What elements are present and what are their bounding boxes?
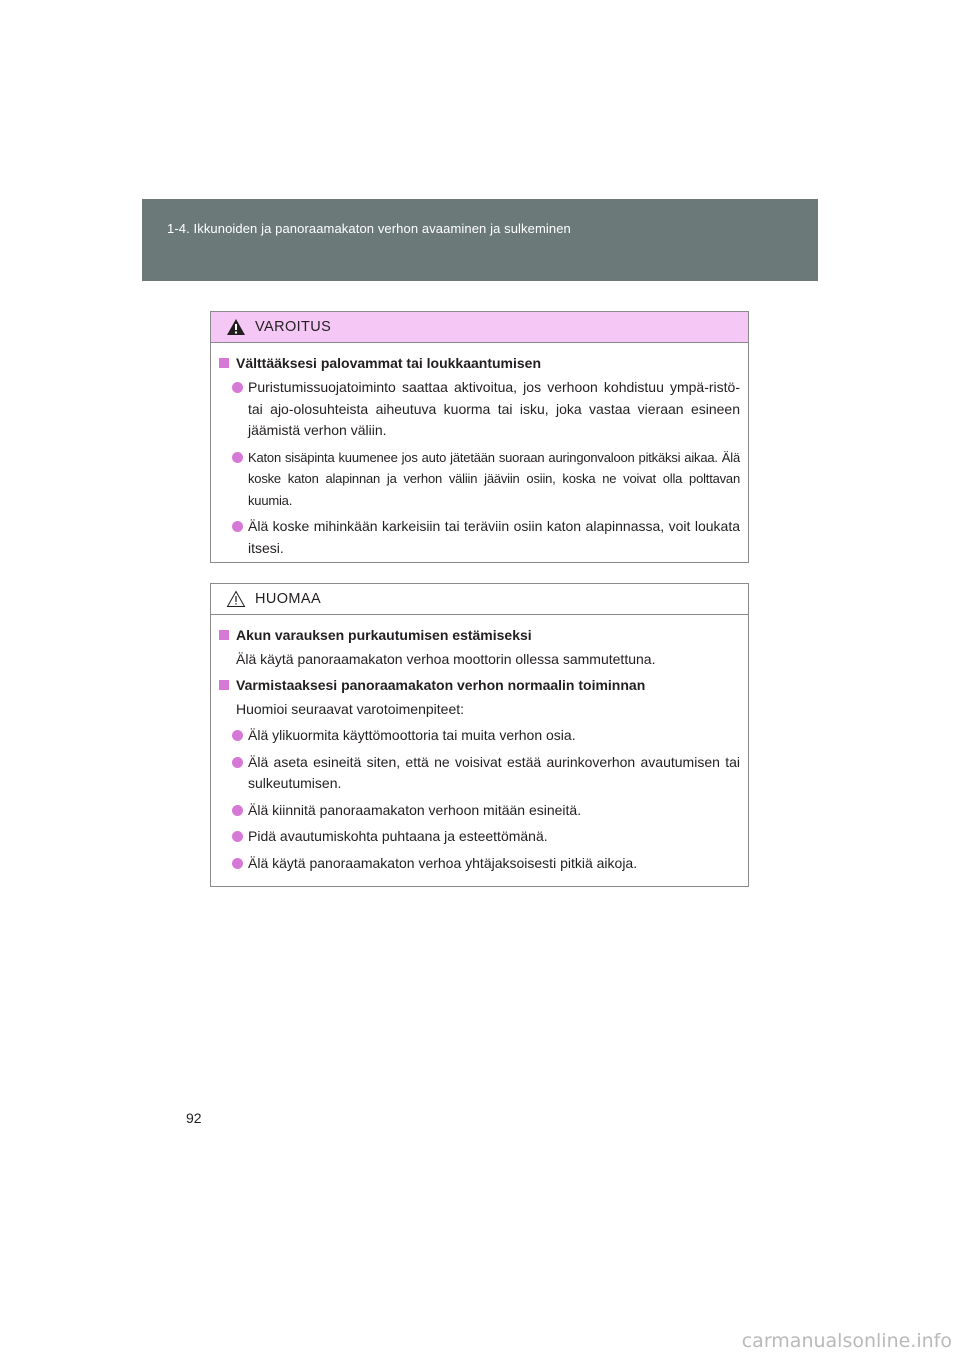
warning-box xyxy=(210,311,749,563)
warning-item-text: Puristumissuojatoiminto saattaa aktivoitua, jos verhoon kohdistuu ympä-ristö- tai ajo-olosuhteista aiheutuva kuorma tai isku, joka vastaa vieraan esineen jäämistä verhon väliin. xyxy=(248,379,740,438)
warning-item xyxy=(218,516,740,559)
notice-item-text: Älä ylikuormita käyttömoottoria tai muita verhon osia. xyxy=(248,727,576,743)
warning-body xyxy=(211,343,748,559)
section-square-icon xyxy=(219,358,229,368)
notice-section-title-text: Varmistaaksesi panoraamakaton verhon normaalin toiminnan xyxy=(236,677,646,693)
warning-section-title xyxy=(218,353,740,373)
warning-triangle-icon xyxy=(226,318,246,336)
bullet-dot-icon xyxy=(232,452,243,463)
warning-item xyxy=(218,447,740,512)
notice-item xyxy=(218,725,740,747)
bullet-dot-icon xyxy=(232,521,243,532)
bullet-dot-icon xyxy=(232,831,243,842)
notice-item-text: Pidä avautumiskohta puhtaana ja esteettömänä. xyxy=(248,828,548,844)
notice-item-text: Älä kiinnitä panoraamakaton verhoon mitään esineitä. xyxy=(248,801,582,818)
bullet-dot-icon xyxy=(232,382,243,393)
notice-item xyxy=(218,800,740,822)
warning-item xyxy=(218,377,740,442)
notice-section-title xyxy=(218,675,740,695)
section-square-icon xyxy=(219,630,229,640)
notice-body xyxy=(211,615,748,874)
notice-section-title-text: Akun varauksen purkautumisen estämiseksi xyxy=(236,627,532,643)
notice-box xyxy=(210,583,749,887)
page-number: 92 xyxy=(186,1110,202,1126)
bullet-dot-icon xyxy=(232,805,243,816)
notice-header xyxy=(211,584,748,615)
watermark: carmanualsonline.info xyxy=(741,1330,952,1352)
notice-section-title xyxy=(218,625,740,645)
notice-item xyxy=(218,853,740,875)
chapter-title: 1-4. Ikkunoiden ja panoraamakaton verhon avaaminen ja sulkeminen xyxy=(167,221,571,236)
notice-item xyxy=(218,826,740,848)
chapter-header xyxy=(142,199,818,281)
warning-item-text: Älä koske mihinkään karkeisiin tai teräviin osiin katon alapinnassa, voit loukata itsesi. xyxy=(248,518,740,556)
bullet-dot-icon xyxy=(232,757,243,768)
warning-item-text: Katon sisäpinta kuumenee jos auto jätetään suoraan auringonvaloon pitkäksi aikaa. Älä koske katon alapinnan ja verhon väliin jääviin osiin, koska ne voivat olla polttavan kuumia. xyxy=(248,449,740,508)
warning-label: VAROITUS xyxy=(255,319,332,335)
caution-triangle-outline-icon xyxy=(226,590,246,608)
bullet-dot-icon xyxy=(232,858,243,869)
notice-section-text: Älä käytä panoraamakaton verhoa moottorin ollessa sammutettuna. xyxy=(236,651,656,667)
notice-item xyxy=(218,752,740,795)
warning-section-title-text: Välttääksesi palovammat tai loukkaantumisen xyxy=(236,355,542,371)
warning-header xyxy=(211,312,748,343)
notice-label: HUOMAA xyxy=(255,591,322,607)
section-square-icon xyxy=(219,680,229,690)
bullet-dot-icon xyxy=(232,730,243,741)
notice-section-text: Huomioi seuraavat varotoimenpiteet: xyxy=(236,701,465,717)
notice-item-text: Älä aseta esineitä siten, että ne voisivat estää aurinkoverhon avautumisen tai sulkeutumisen. xyxy=(248,753,740,791)
notice-item-text: Älä käytä panoraamakaton verhoa yhtäjaksoisesti pitkiä aikoja. xyxy=(248,854,638,871)
